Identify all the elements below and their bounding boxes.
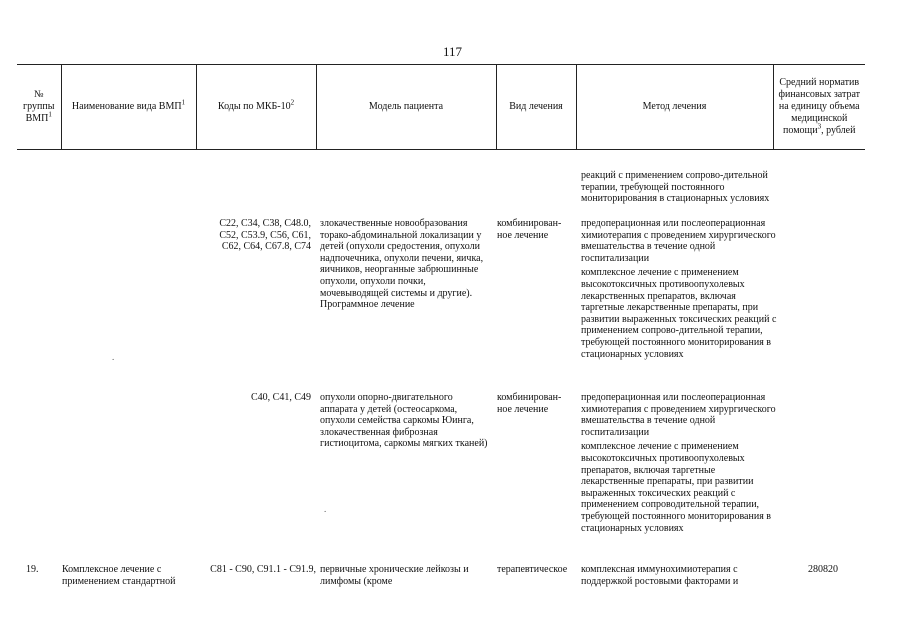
row1-codes: C22, C34, C38, C48.0, C52, C53.9, C56, C61, C62, C64, C67.8, C74 — [219, 218, 311, 253]
row1-method-2: комплексное лечение с применением высокотоксичных противоопухолевых лекарственных препаратов, включая таргетные лекарственные препараты, при развитии выраженных токсических реакций с применением сопрово-дительной терапии, требующей постоянного мониторирования в стационарных условиях — [581, 267, 777, 360]
row1-methods — [581, 218, 777, 363]
row2-type: комбинирован-ное лечение — [497, 392, 562, 415]
header-codes: Коды по МКБ-$10^2$ — [196, 65, 316, 150]
row3-cost: 280820 — [808, 564, 838, 575]
method-continuation: реакций с применением сопрово-дительной терапии, требующей постоянного мониторирования в стационарных условиях — [581, 170, 770, 205]
header-model: Модель пациента — [316, 65, 496, 150]
row3-method: комплексная иммунохимиотерапия с поддержкой ростовыми факторами и — [581, 564, 739, 587]
row2-method-2: комплексное лечение с применением высокотоксичных противоопухолевых препаратов, включая таргетные лекарственные препараты, при развитии выраженных токсических реакций с применением сопроводительной терапии, требующей постоянного мониторирования в стационарных условиях — [581, 441, 772, 534]
row3-type: терапевтическое — [497, 564, 568, 575]
row3-codes: C81 - C90, C91.1 - C91.9, — [210, 564, 316, 575]
dot-mark: . — [324, 504, 327, 514]
header-group: № группы ВМП$^1$ — [17, 65, 61, 150]
row2-codes: C40, C41, C49 — [250, 392, 311, 403]
row2-methods — [581, 392, 777, 537]
row1-method-1: предоперационная или послеоперационная химиотерапия с проведением хирургического вмешательства в течение одной госпитализации — [581, 218, 776, 264]
row2-method-1: предоперационная или послеоперационная химиотерапия с проведением хирургического вмешательства в течение одной госпитализации — [581, 392, 776, 438]
row1-model: злокачественные новообразования торако-абдоминальной локализации у детей (опухоли средостения, опухоли надпочечника, опухоли печени, яичка, яичников, неорганные забрюшинные опухоли, опухоли почки, мочевыводящей системы и другие). Программное лечение — [320, 218, 484, 311]
row1-type: комбинирован-ное лечение — [497, 218, 562, 241]
dot-mark: . — [112, 352, 115, 362]
row3-group: 19. — [26, 564, 39, 575]
row3-model: первичные хронические лейкозы и лимфомы (кроме — [320, 564, 469, 587]
header-cost: Средний норматив финансовых затрат на единицу объема медицинской помощи$^3$, рублей — [773, 65, 865, 150]
header-type: Вид лечения — [496, 65, 576, 150]
header-method: Метод лечения — [576, 65, 773, 150]
row2-model: опухоли опорно-двигательного аппарата у детей (остеосаркома, опухоли семейства саркомы Юинга, злокачественная фиброзная гистиоцитома, саркомы мягких тканей) — [320, 392, 488, 450]
page-number: 117 — [442, 44, 463, 59]
row3-name: Комплексное лечение с применением стандартной — [62, 564, 176, 587]
table-header — [17, 64, 865, 150]
header-name: Наименование вида ВМП$^1$ — [61, 65, 196, 150]
